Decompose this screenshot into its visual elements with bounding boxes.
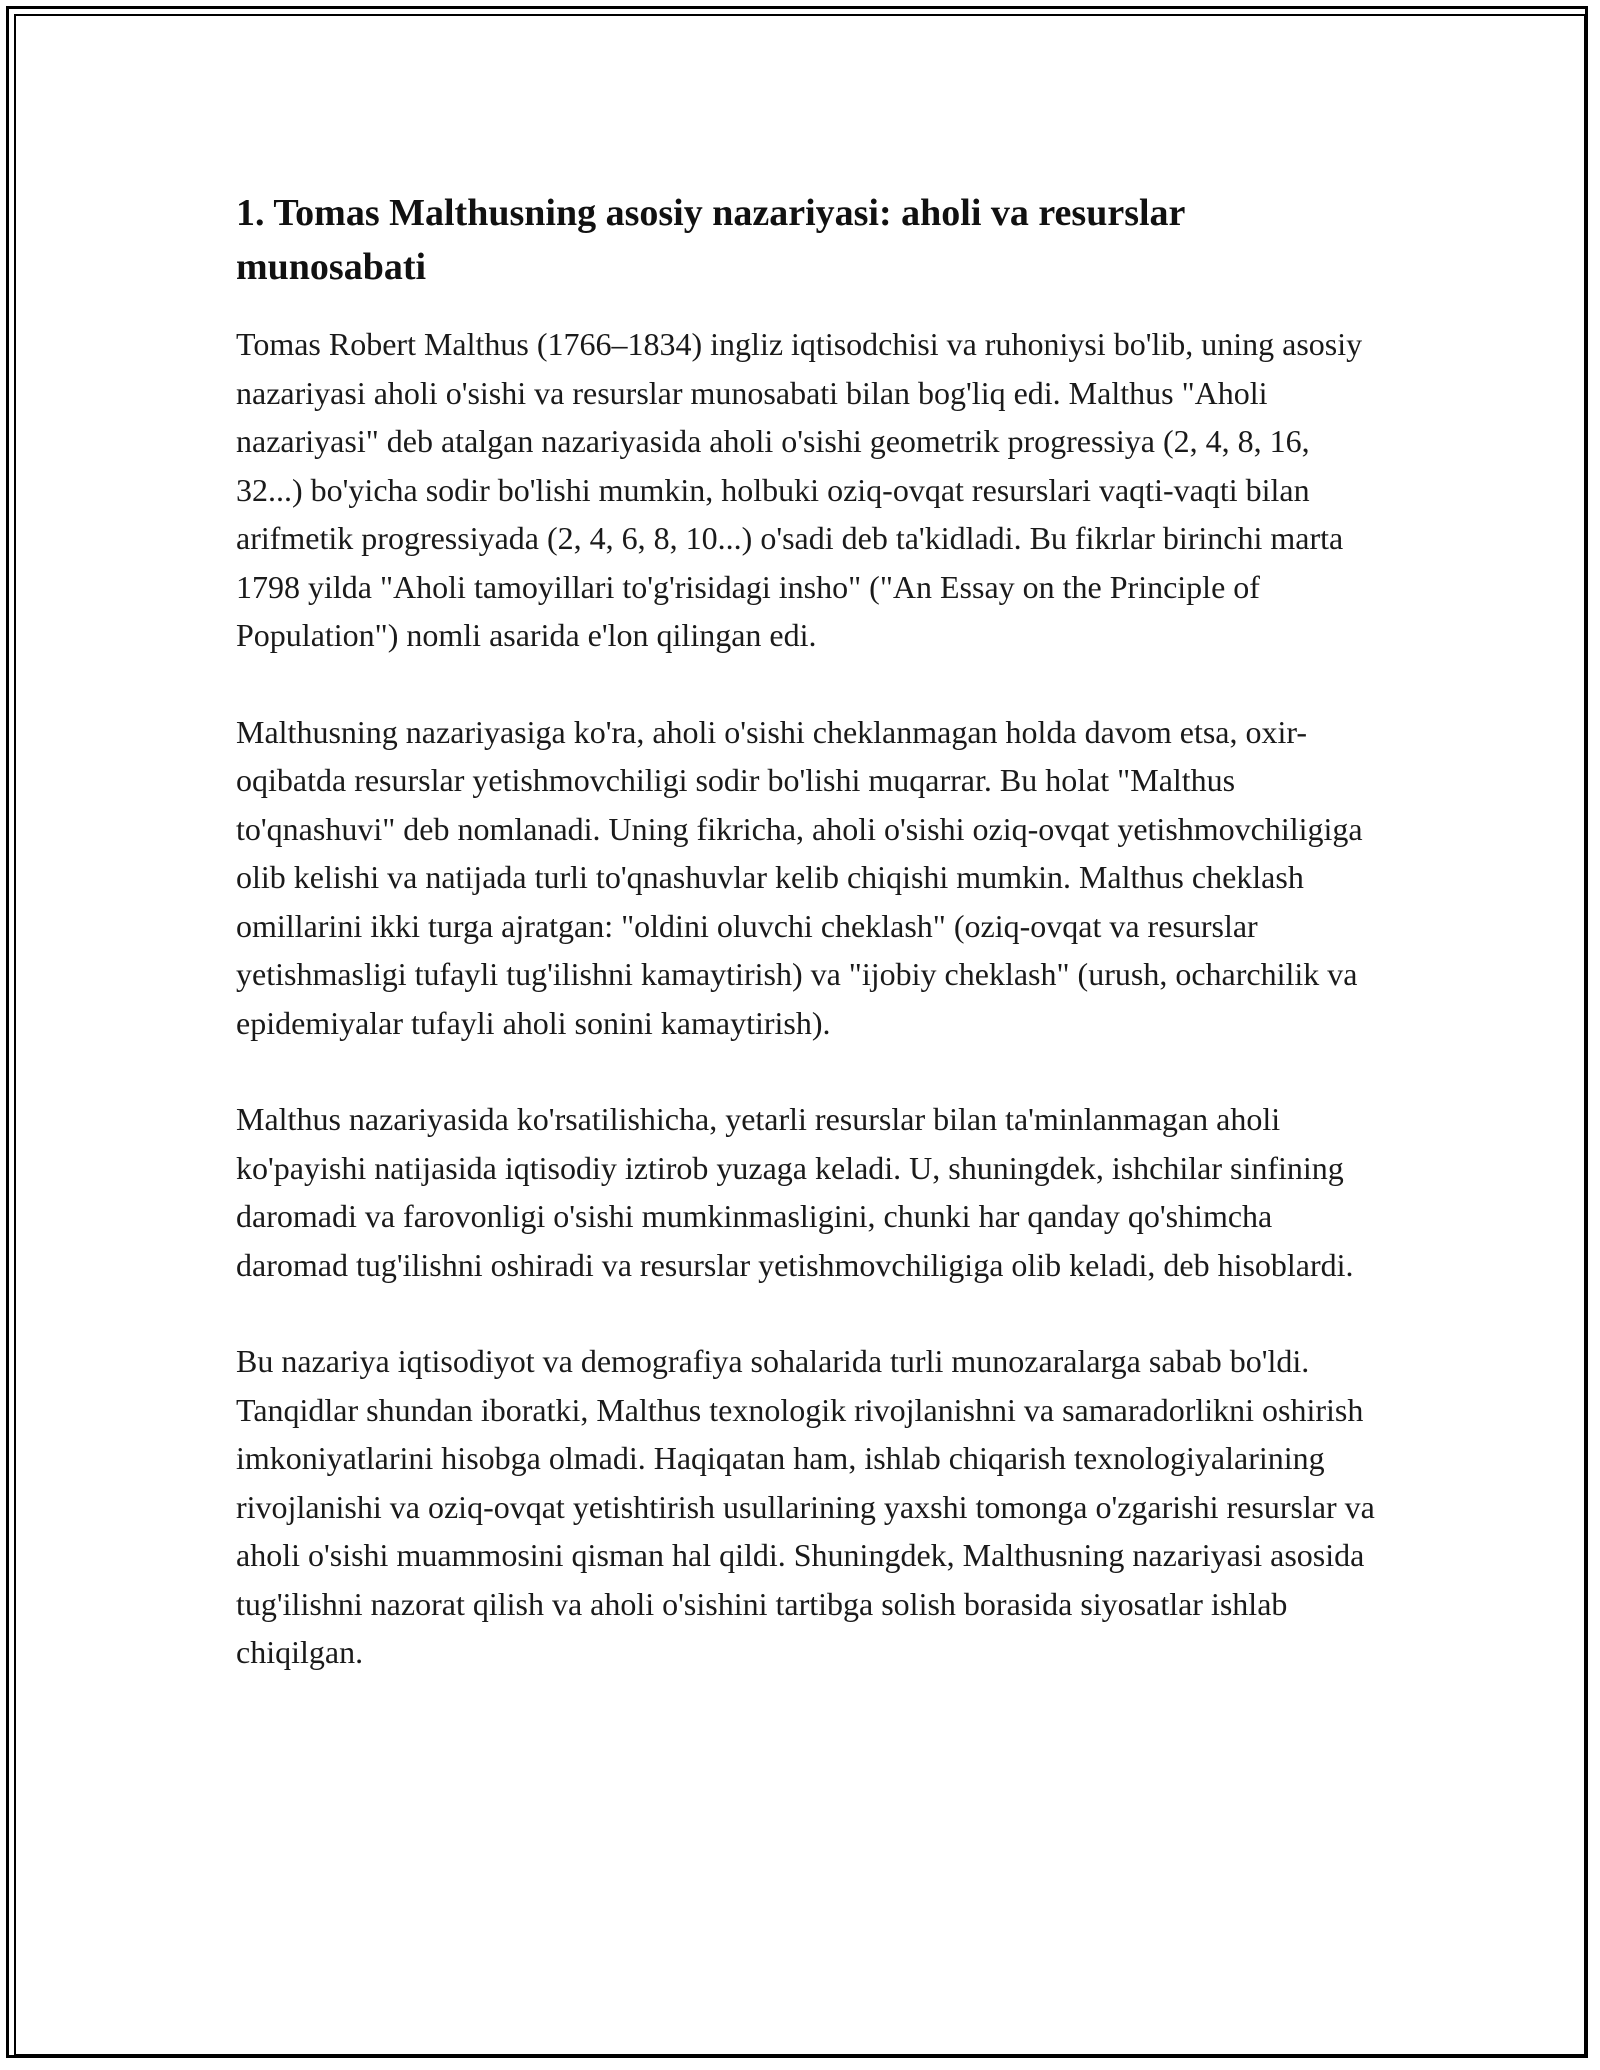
paragraph-2: Malthusning nazariyasiga ko'ra, aholi o'sishi cheklanmagan holda davom etsa, oxir-oqibatda resurslar yetishmovchiligi sodir bo'lishi muqarrar. Bu holat "Malthus to'qnashuvi" deb nomlanadi. Uning fikricha, aholi o'sishi oziq-ovqat yetishmovchiligiga olib kelishi va natijada turli to'qnashuvlar kelib chiqishi mumkin. Malthus cheklash omillarini ikki turga ajratgan: "oldini oluvchi cheklash" (oziq-ovqat va resurslar yetishmasligi tufayli tug'ilishni kamaytirish) va "ijobiy cheklash" (urush, ocharchilik va epidemiyalar tufayli aholi sonini kamaytirish). — [236, 713, 1363, 1041]
section-heading: 1. Tomas Malthusning asosiy nazariyasi: aholi va resurslar munosabati — [236, 192, 1185, 288]
paragraph-4: Bu nazariya iqtisodiyot va demografiya sohalarida turli munozaralarga sabab bo'ldi. Tanqidlar shundan iboratki, Malthus texnologik rivojlanishni va samaradorlikni oshirish imkoniyatlarini hisobga olmadi. Haqiqatan ham, ishlab chiqarish texnologiyalarining rivojlanishi va oziq-ovqat yetishtirish usullarining yaxshi tomonga o'zgarishi resurslar va aholi o'sishi muammosini qisman hal qildi. Shuningdek, Malthusning nazariyasi asosida tug'ilishni nazorat qilish va aholi o'sishini tartibga solish borasida siyosatlar ishlab chiqilgan. — [236, 1343, 1375, 1670]
paragraph-1: Tomas Robert Malthus (1766–1834) ingliz iqtisodchisi va ruhoniysi bo'lib, uning asosiy nazariyasi aholi o'sishi va resurslar munosabati bilan bog'liq edi. Malthus "Aholi nazariyasi" deb atalgan nazariyasida aholi o'sishi geometrik progressiya (2, 4, 8, 16, 32...) bo'yicha sodir bo'lishi mumkin, holbuki oziq-ovqat resurslari vaqti-vaqti bilan arifmetik progressiyada (2, 4, 6, 8, 10...) o'sadi deb ta'kidladi. Bu fikrlar birinchi marta 1798 yilda "Aholi tamoyillari to'g'risidagi insho" ("An Essay on the Principle of Population") nomli asarida e'lon qilingan edi. — [236, 326, 1363, 653]
paragraph-3: Malthus nazariyasida ko'rsatilishicha, yetarli resurslar bilan ta'minlanmagan aholi ko'payishi natijasida iqtisodiy iztirob yuzaga keladi. U, shuningdek, ishchilar sinfining daromadi va farovonligi o'sishi mumkinmasligini, chunki har qanday qo'shimcha daromad tug'ilishni oshiradi va resurslar yetishmovchiligiga olib keladi, deb hisoblardi. — [236, 1101, 1354, 1283]
document-body — [236, 186, 1376, 1725]
